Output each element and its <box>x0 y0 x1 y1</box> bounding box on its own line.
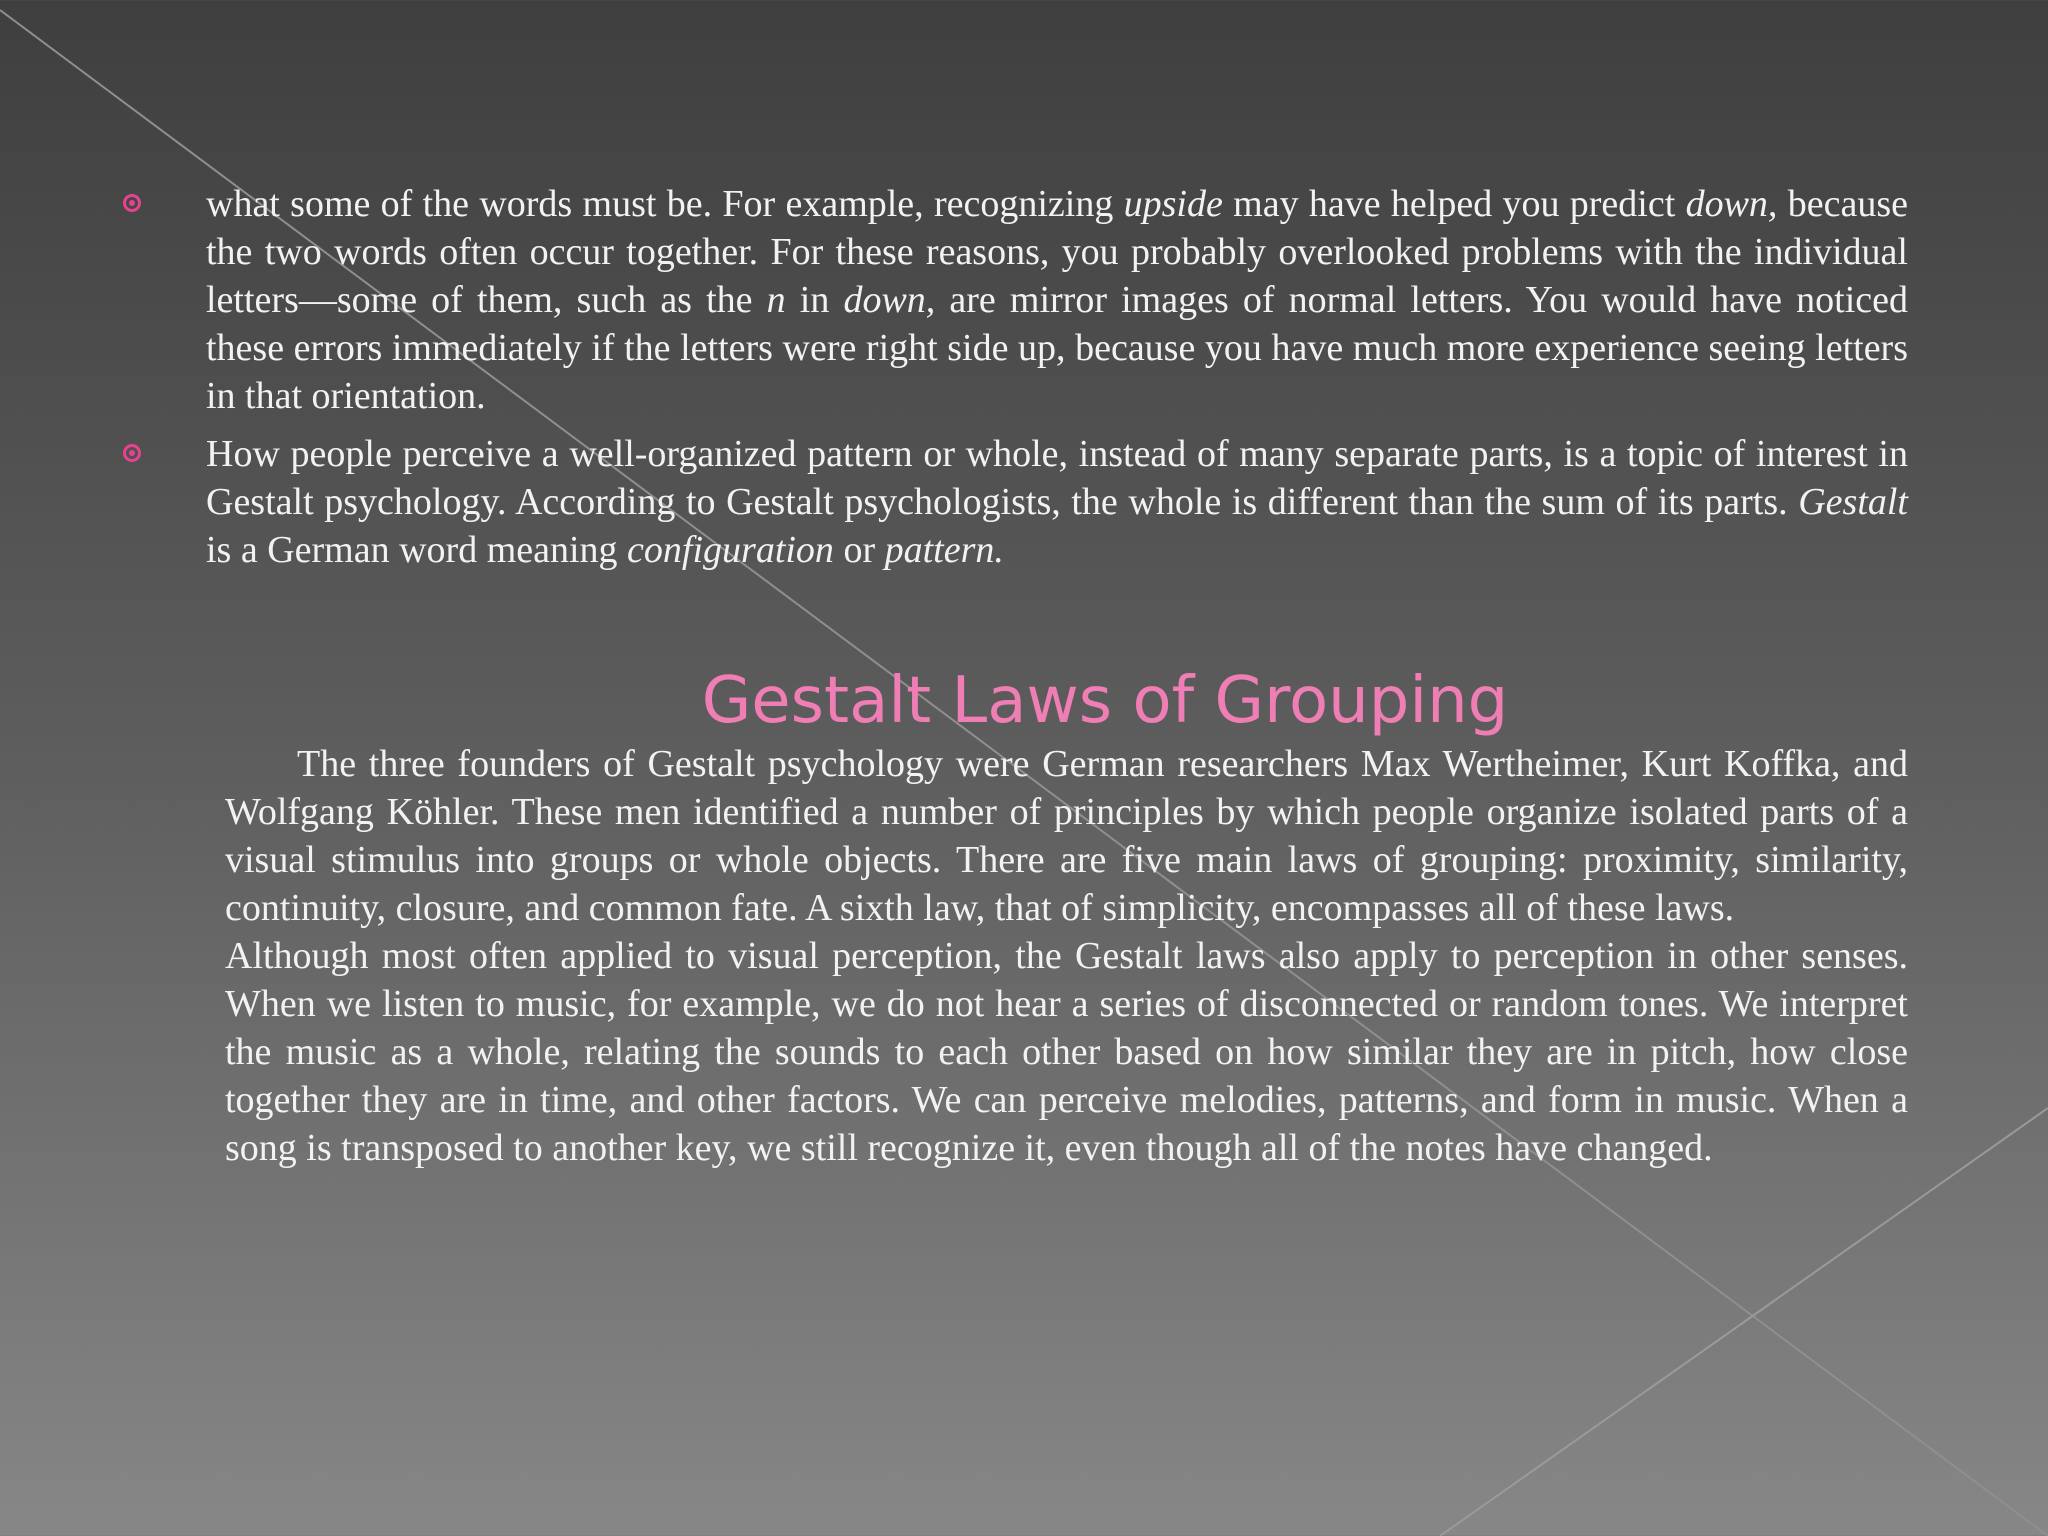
text-segment: because the two words often occur together. For these reasons, you probably overlooked problems with the individual letters—some of them, such as the <box>206 183 1908 321</box>
bullet-circle-icon <box>123 444 141 462</box>
italic-segment: pattern. <box>884 529 1004 571</box>
bullet-text <box>206 183 1908 417</box>
text-segment: How people perceive a well-organized pattern or whole, instead of many separate parts, is a topic of interest in Gestalt psychology. According to Gestalt psychologists, the whole is different than the sum of its parts. <box>206 433 1908 523</box>
bullet-item <box>120 180 1908 420</box>
section-heading: Gestalt Laws of Grouping <box>701 664 1509 738</box>
paragraph: Although most often applied to visual perception, the Gestalt laws also apply to perception in other senses. When we listen to music, for example, we do not hear a series of disconnected or random tones. We interpret the music as a whole, relating the sounds to each other based on how similar they are in pitch, how close together they are in time, and other factors. We can perceive melodies, patterns, and form in music. When a song is transposed to another key, we still recognize it, even though all of the notes have changed. <box>225 935 1908 1169</box>
paragraph: The three founders of Gestalt psychology were German researchers Max Wertheimer, Kurt Koffka, and Wolfgang Köhler. These men identified a number of principles by which people organize isolated parts of a visual stimulus into groups or whole objects. There are five main laws of grouping: proximity, similarity, continuity, closure, and common fate. A sixth law, that of simplicity, encompasses all of these laws. <box>225 743 1908 929</box>
bullet-list <box>120 180 1908 584</box>
italic-segment: Gestalt <box>1798 481 1908 523</box>
text-segment: are mirror images of normal letters. You would have noticed these errors immediately if the letters were right side up, because you have much more experience seeing letters in that orientation. <box>206 279 1909 417</box>
italic-segment: configuration <box>627 529 834 571</box>
bullet-text <box>206 433 1908 571</box>
bullet-circle-icon <box>123 194 141 212</box>
text-segment: or <box>833 529 885 571</box>
diagonal-line-lower <box>1440 1108 2048 1536</box>
italic-segment: upside <box>1123 183 1223 225</box>
text-segment: is a German word meaning <box>206 529 628 571</box>
bullet-item <box>120 430 1908 574</box>
italic-segment: n <box>766 279 786 321</box>
italic-segment: down, <box>843 279 936 321</box>
text-segment: in <box>785 279 844 321</box>
italic-segment: down, <box>1685 183 1778 225</box>
text-segment: may have helped you predict <box>1222 183 1686 225</box>
body-text <box>225 740 1908 1172</box>
text-segment: what some of the words must be. For example, recognizing <box>206 183 1124 225</box>
